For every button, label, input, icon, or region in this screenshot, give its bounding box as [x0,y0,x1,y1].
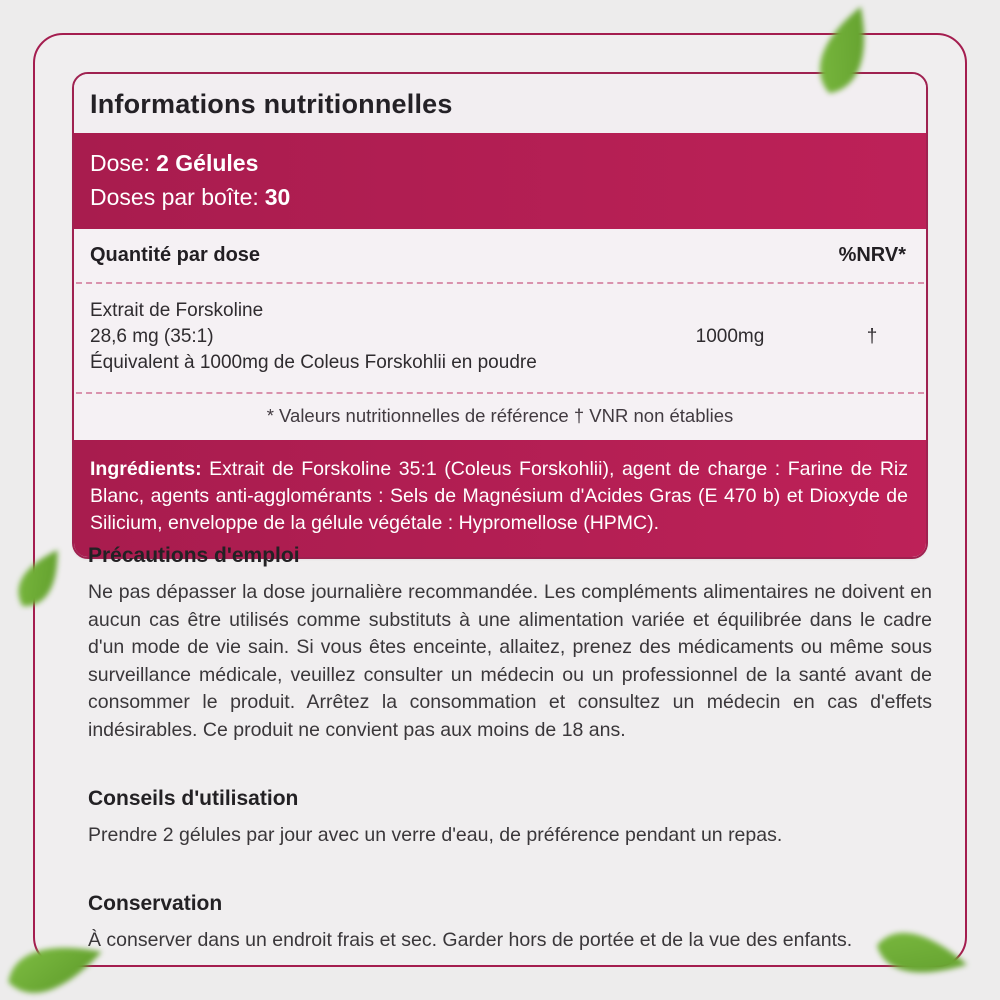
card-title: Informations nutritionnelles [90,89,453,119]
ingredients-label: Ingrédients: [90,458,202,480]
dose-line [90,146,910,180]
section-usage-advice [88,787,932,850]
leaf-icon [2,925,108,1000]
section-heading-usage: Conseils d'utilisation [88,787,299,810]
nutrient-amount: 1000mg [695,326,765,347]
leaf-icon [4,541,76,615]
nutrient-name-line: 28,6 mg (35:1) [90,326,214,347]
ingredients-text: Extrait de Forskoline 35:1 (Coleus Forskohlii), agent de charge : Farine de Riz Blanc, agents anti-agglomérants : Sels de Magnésium d'Acides Gras (E 470 b) et Dioxyde de Silicium, enveloppe de la gélule végétale : Hypromellose (HPMC). [90,458,908,534]
leaf-icon [872,915,972,995]
table-row [74,284,926,392]
column-header-quantity: Quantité par dose [90,244,261,266]
ingredients-band [74,440,926,557]
reference-values-footnote: * Valeurs nutritionnelles de référence † VNR non établies [266,405,734,426]
section-precautions [88,544,932,744]
table-header-row [74,229,926,282]
dose-label: Dose: [90,150,151,176]
nutrient-nrv-value: † [866,326,878,347]
section-body-precautions: Ne pas dépasser la dose journalière recommandée. Les compléments alimentaires ne doivent en aucun cas être utilisés comme substituts à une alimentation variée et équilibrée dans le cadre d'un mode de vie sain. Si vous êtes enceinte, allaitez, prenez des médicaments ou même sous surveillance médicale, veuillez consulter un médecin ou un professionnel de la santé avant de consommer le produit. Arrêtez la consommation et consultez un médecin en cas d'effets indésirables. Ce produit ne convient pas aux moins de 18 ans. [88,581,932,741]
dose-band [74,133,926,229]
section-body-storage: À conserver dans un endroit frais et sec. Garder hors de portée et de la vue des enfants. [88,928,853,951]
column-header-nrv: %NRV* [838,244,906,266]
section-heading-storage: Conservation [88,891,223,915]
nutrition-facts-card [72,72,928,559]
leaf-icon [795,0,895,100]
doses-per-box-value: 30 [264,184,291,210]
section-body-usage: Prendre 2 gélules par jour avec un verre d'eau, de préférence pendant un repas. [88,824,783,846]
nutrient-name [90,298,630,376]
nutrient-name-line: Équivalent à 1000mg de Coleus Forskohlii en poudre [90,352,537,373]
section-storage [88,892,932,955]
doses-per-box-line [90,180,910,214]
dose-value: 2 Gélules [156,150,259,176]
doses-per-box-label: Doses par boîte: [90,184,259,210]
info-sections [88,544,932,954]
nutrient-name-line: Extrait de Forskoline [90,300,264,321]
section-heading-precautions: Précautions d'emploi [88,544,300,567]
